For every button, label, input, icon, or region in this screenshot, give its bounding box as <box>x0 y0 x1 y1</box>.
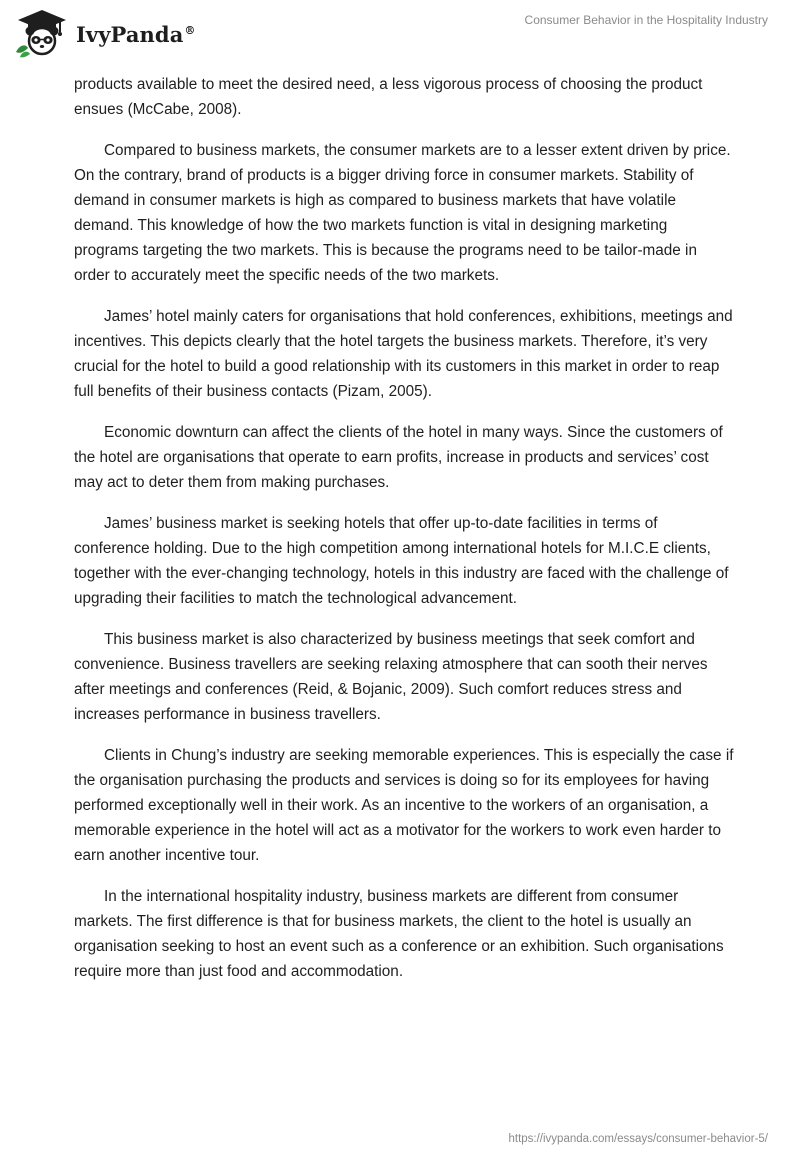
paragraph: In the international hospitality industry, business markets are different from consumer markets. The first difference is that for business markets, the client to the hotel is usually an organisation seeking to host an event such as a conference or an exhibition. Such organisations require more than just food and accommodation. <box>74 888 724 980</box>
paragraph: Economic downturn can affect the clients of the hotel in many ways. Since the customers of the hotel are organisations that operate to earn profits, increase in products and services’ cost may act to deter them from making purchases. <box>74 424 723 491</box>
panda-graduate-icon <box>14 8 70 58</box>
paragraph: This business market is also characterized by business meetings that seek comfort and convenience. Business travellers are seeking relaxing atmosphere that can sooth their nerves after meetings and conferences (Reid, & Bojanic, 2009). Such comfort reduces stress and increases performance in business travellers. <box>74 631 708 723</box>
source-url[interactable]: https://ivypanda.com/essays/consumer-behavior-5/ <box>508 1133 768 1145</box>
logo-name: IvyPanda <box>76 21 184 47</box>
paragraph: James’ business market is seeking hotels that offer up-to-date facilities in terms of conference holding. Due to the high competition among international hotels for M.I.C.E clients, together with the ever-changing technology, hotels in this industry are faced with the challenge of upgrading their facilities to match the technological advancement. <box>74 515 729 607</box>
essay-body <box>74 72 734 1000</box>
paragraph: Compared to business markets, the consumer markets are to a lesser extent driven by price. On the contrary, brand of products is a bigger driving force in consumer markets. Stability of demand in consumer markets is high as compared to business markets that have volatile demand. This knowledge of how the two markets function is vital in designing marketing programs targeting the two markets. This is because the programs need to be tailor-made in order to accurately meet the specific needs of the two markets. <box>74 142 731 284</box>
paragraph-continuation: products available to meet the desired need, a less vigorous process of choosing the product ensues (McCabe, 2008). <box>74 76 703 118</box>
logo-wordmark <box>76 22 196 47</box>
registered-mark: ® <box>184 23 196 37</box>
document-title: Consumer Behavior in the Hospitality Industry <box>524 13 768 27</box>
paragraph: James’ hotel mainly caters for organisations that hold conferences, exhibitions, meetings and incentives. This depicts clearly that the hotel targets the business markets. Therefore, it’s very crucial for the hotel to build a good relationship with its customers in this market in order to reap full benefits of their business contacts (Pizam, 2005). <box>74 308 733 400</box>
page-header <box>0 0 800 70</box>
paragraph: Clients in Chung’s industry are seeking memorable experiences. This is especially the case if the organisation purchasing the products and services is doing so for its employees for having performed exceptionally well in their work. As an incentive to the workers of an organisation, a memorable experience in the hotel will act as a motivator for the workers to work even harder to earn another incentive tour. <box>74 747 734 864</box>
ivypanda-logo[interactable] <box>14 8 196 58</box>
